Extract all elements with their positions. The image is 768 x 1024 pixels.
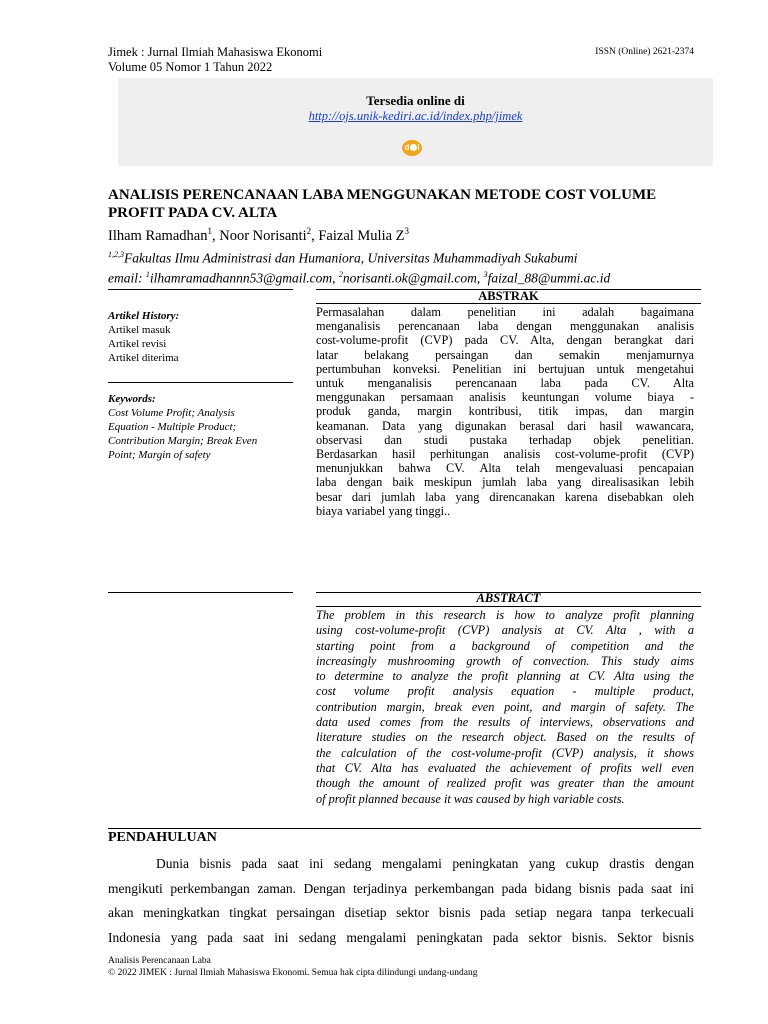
author-name: Ilham Ramadhan	[108, 227, 208, 244]
text-line: to determine to analyze the profit planning at CV. Alta using the	[316, 669, 694, 684]
author-list: Ilham Ramadhan$^1$, Noor Norisanti$^2$, Faizal Mulia $Z^3$	[108, 226, 410, 244]
section-body	[108, 852, 694, 950]
text-line: menggunakan persamaan analisis keuntungan volume biaya -	[316, 390, 694, 405]
text-line: observasi dan studi pustaka terhadap objek penelitian.	[316, 432, 694, 447]
article-history	[108, 309, 268, 365]
text-line: contribution margin, break even point, and margin of safety. The	[316, 699, 694, 714]
email-link[interactable]: faizal_88@ummi.ac.id	[487, 270, 611, 286]
divider	[108, 592, 293, 593]
article-title: ANALISIS PERENCANAAN LABA MENGGUNAKAN METODE COST VOLUME PROFIT PADA CV. ALTA	[108, 187, 657, 221]
text-line: that CV. Alta has evaluated the achievement of profits well even	[316, 760, 694, 775]
journal-name: Jimek : Jurnal Ilmiah Mahasiswa Ekonomi	[108, 45, 323, 59]
section-heading: PENDAHULUAN	[108, 830, 217, 845]
text-line: biaya variabel yang tinggi..	[316, 503, 451, 518]
affil-sup: 1,2,3	[108, 250, 124, 259]
text-line: Berdasarkan hasil perhitungan analisis cost-volume-profit (CVP)	[316, 447, 694, 462]
text-line: latar belakang persaingan dan semakin menjamurnya	[316, 347, 694, 362]
text-line: The problem in this research is how to analyze profit planning	[316, 608, 694, 622]
email-link[interactable]: norisanti.ok@gmail.com	[342, 270, 477, 286]
text-line: Dunia bisnis pada saat ini sedang mengalami peningkatan yang cukup drastis dengan	[156, 856, 694, 871]
keywords-text: Cost Volume Profit; Analysis Equation - Multiple Product; Contribution Margin; Break Even Point; Margin of safety	[108, 407, 258, 461]
text-line: increasingly mushrooming growth of convection. This study aims	[316, 653, 694, 668]
text-line: though the amount of realized profit was greater than the amount	[316, 776, 694, 791]
journal-volume: Volume 05 Nomor 1 Tahun 2022	[108, 60, 273, 74]
divider	[108, 289, 293, 290]
text-line: data used comes from the results of interviews, observations and	[316, 715, 694, 730]
email-link[interactable]: ilhamramadhannn53@gmail.com	[149, 270, 333, 286]
text-line: untuk menganalisis perencanaan laba pada CV. Alta	[316, 376, 694, 391]
email-sup: 1	[145, 270, 150, 279]
abstract-heading: ABSTRACT	[476, 591, 541, 605]
text-line: menunjukkan bahwa CV. Alta telah mengevaluasi pencapaian	[316, 461, 694, 476]
history-item: Artikel masuk	[108, 324, 171, 336]
history-item: Artikel diterima	[108, 352, 179, 364]
text-line: starting point from a background of competition and the	[316, 638, 694, 653]
affiliation-text: Fakultas Ilmu Administrasi dan Humaniora, Universitas Muhammadiyah Sukabumi	[124, 250, 578, 266]
text-line: Permasalahan dalam penelitian ini adalah bagaimana	[316, 305, 694, 319]
text-line: keamanan. Data yang digunakan berasal dari hasil wawancara,	[316, 418, 694, 433]
keywords-heading: Keywords:	[108, 393, 156, 405]
issn: ISSN (Online) 2621-2374	[595, 47, 694, 57]
author-sup: 1	[207, 226, 212, 236]
abstrak-body	[316, 305, 694, 518]
author-sup: 2	[306, 226, 312, 236]
abstrak-heading: ABSTRAK	[478, 289, 539, 303]
email-sup: 3	[483, 270, 488, 279]
author-name: Noor Norisanti	[219, 227, 307, 244]
doi-logo-icon: d i	[402, 140, 422, 156]
email-label: email:	[108, 270, 146, 286]
text-line: cost volume profit analysis equation - multiple product,	[316, 684, 694, 699]
text-line: besar dari jumlah laba yang direncanakan karena disebabkan oleh	[316, 489, 694, 504]
email-sup: 2	[338, 270, 343, 279]
text-line: produk ganda, margin kontribusi, titik impas, dan margin	[316, 404, 694, 419]
text-line: cost-volume-profit (CVP) pada CV. Alta, dengan berangkat dari	[316, 333, 694, 348]
text-line: menganalisis perencanaan laba dengan menggunakan analisis	[316, 319, 694, 334]
footer-copyright: © 2022 JIMEK : Jurnal Ilmiah Mahasiswa Ekonomi. Semua hak cipta dilindungi undang-undang	[108, 968, 478, 978]
text-line: the calculation of the cost-volume-profit (CVP) analysis, it shows	[316, 745, 694, 760]
availability-banner	[118, 78, 713, 166]
affiliation	[108, 250, 577, 267]
banner-title: Tersedia online di	[366, 93, 465, 108]
text-line: pertumbuhan konveksi. Penelitian ini bertujuan untuk mengetahui	[316, 361, 694, 376]
text-line: literature studies on the research object. Based on the results of	[316, 730, 694, 745]
history-heading: Artikel History:	[108, 310, 180, 322]
divider	[108, 382, 293, 383]
footer-running-title: Analisis Perencanaan Laba	[108, 956, 211, 966]
text-line: mengikuti perkembangan zaman. Dengan terjadinya perkembangan pada bidang bisnis pada saat ini	[108, 880, 694, 896]
keywords-block	[108, 392, 268, 462]
text-line: of profit planned because it was caused by high variable costs.	[316, 791, 625, 806]
text-line: akan meningkatkan tingkat persaingan disetiap sektor bisnis pada setiap negara tanpa terkecuali	[108, 905, 694, 920]
journal-url-link[interactable]: http://ojs.unik-kediri.ac.id/index.php/jimek	[308, 109, 523, 123]
text-line: laba dengan baik meskipun jumlah laba yang direalisasikan lebih	[316, 475, 694, 490]
divider	[316, 606, 701, 607]
text-line: using cost-volume-profit (CVP) analysis at CV. Alta , with a	[316, 623, 694, 638]
author-sup: 3	[404, 226, 410, 236]
abstract-body	[316, 608, 694, 807]
email-list: email: $^1$ilhamramadhannn53@gmail.com, $^2$norisanti.ok@gmail.com, $^3$faizal_88@ummi.ac.id	[108, 270, 611, 286]
divider	[108, 828, 701, 829]
text-line: Indonesia yang pada saat ini sedang mengalami peningkatan pada sektor bisnis. Sektor bisnis	[108, 929, 694, 945]
history-item: Artikel revisi	[108, 338, 167, 350]
author-name: Faizal Mulia Z	[318, 227, 405, 244]
